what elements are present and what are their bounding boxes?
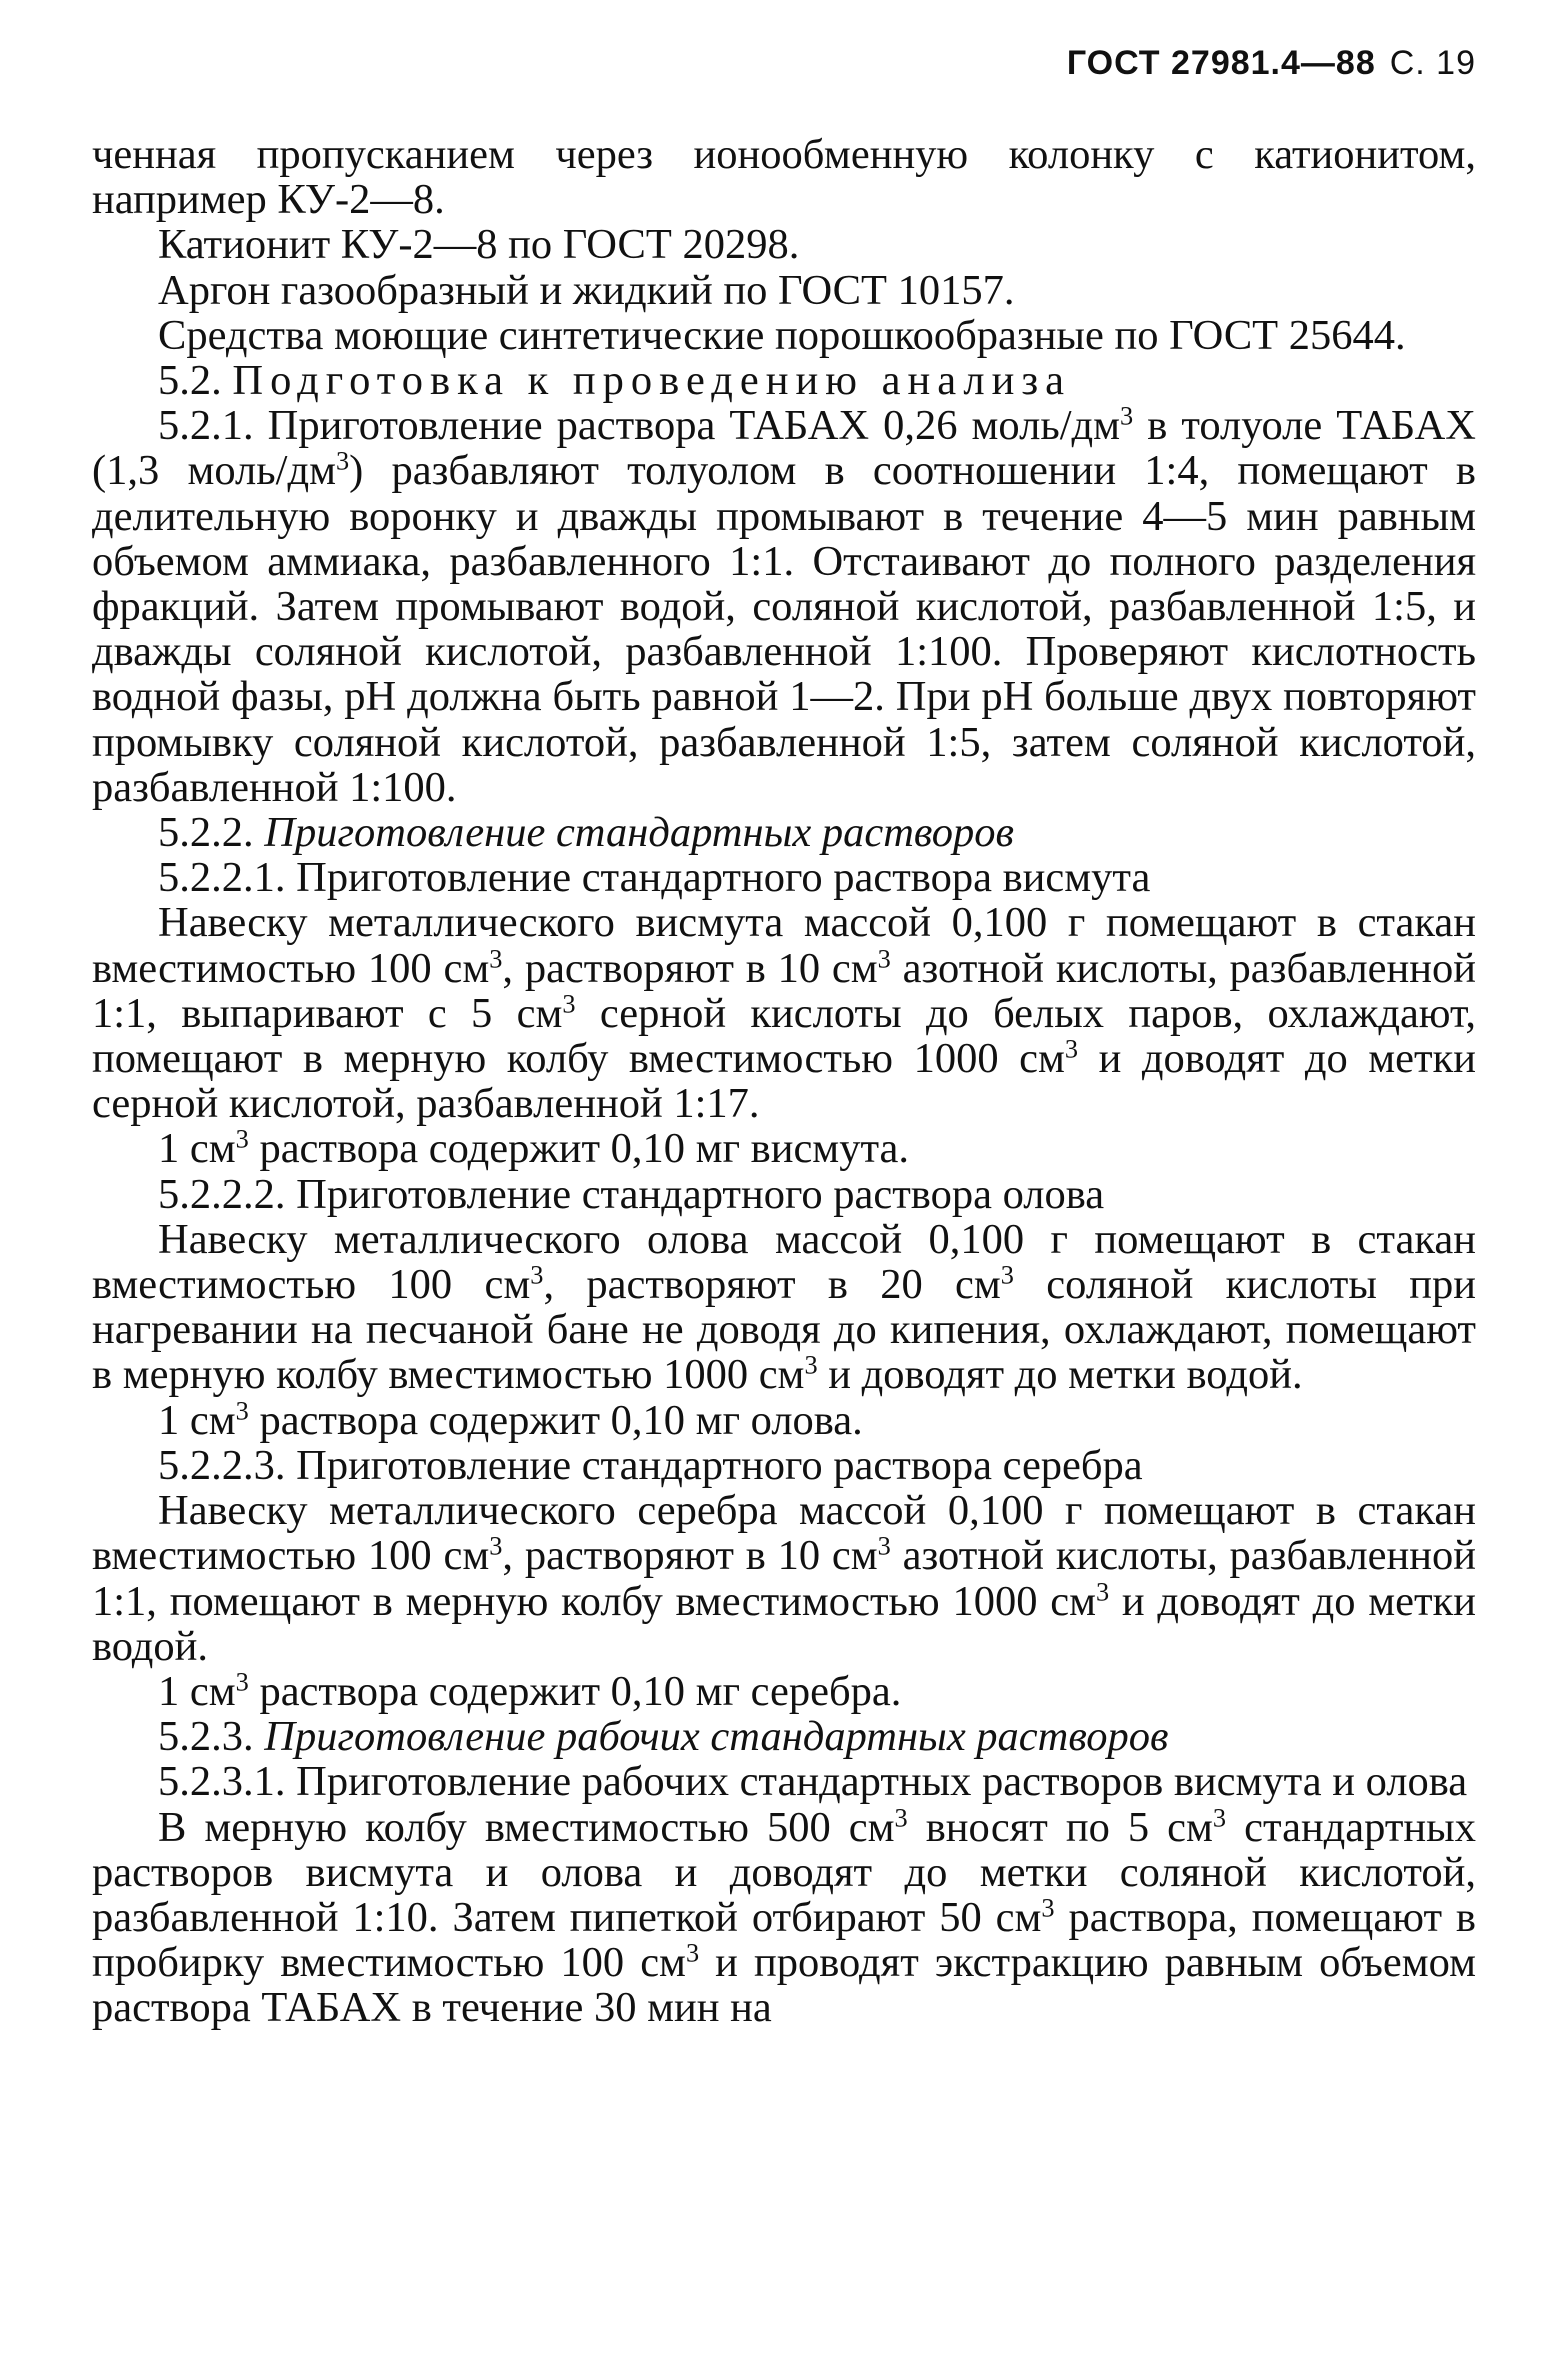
- paragraph-detergents: Средства моющие синтетические порошкообразные по ГОСТ 25644.: [158, 311, 1406, 359]
- running-header: [92, 40, 1476, 132]
- subsection-title-italic: Приготовление рабочих стандартных растворов: [264, 1713, 1169, 1761]
- item-heading-5-2-3-1: 5.2.3.1. Приготовление рабочих стандартных растворов висмута и олова: [158, 1758, 1468, 1806]
- standard-number: ГОСТ 27981.4—88: [1066, 44, 1376, 82]
- paragraph-bismuth-procedure: Навеску металлического висмута массой 0,100 г помещают в стакан вместимостью 100 $см^3$, растворяют в 10 $см^3$ азотной кислоты, разбавленной 1:1, выпаривают с 5 $см^3$ серной кислоты до белых паров, охлаждают, помещают в мерную колбу вместимостью 1000 $см^3$ и доводят до метки серной кислотой, разбавленной 1:17.: [92, 899, 1476, 1128]
- paragraph-silver-procedure: Навеску металлического серебра массой 0,100 г помещают в стакан вместимостью 100 $см^3$, растворяют в 10 $см^3$ азотной кислоты, разбавленной 1:1, помещают в мерную колбу вместимостью 1000 $см^3$ и доводят до метки водой.: [92, 1487, 1476, 1670]
- document-page: [92, 40, 1476, 2031]
- paragraph-cation-exchanger: Катионит КУ-2—8 по ГОСТ 20298.: [158, 221, 800, 269]
- section-heading-5-2: 5.2. Подготовка к проведению анализа: [158, 357, 1072, 405]
- subsection-heading-5-2-3: 5.2.3. Приготовление рабочих стандартных растворов: [158, 1713, 1169, 1761]
- item-heading-5-2-2-1: 5.2.2.1. Приготовление стандартного раствора висмута: [158, 854, 1151, 902]
- document-body: [92, 132, 1476, 2031]
- page-number: С. 19: [1389, 44, 1476, 82]
- item-heading-5-2-2-3: 5.2.2.3. Приготовление стандартного раствора серебра: [158, 1441, 1143, 1489]
- paragraph-working-solutions: В мерную колбу вместимостью 500 $см^3$ вносят по 5 $см^3$ стандартных растворов висмута и олова и доводят до метки соляной кислотой, разбавленной 1:10. Затем пипеткой отбирают 50 $см^3$ раствора, помещают в пробирку вместимостью 100 $см^3$ и проводят экстракцию равным объемом раствора ТАБАХ в течение 30 мин на: [92, 1803, 1476, 2032]
- section-title-spaced: Подготовка к проведению анализа: [232, 357, 1072, 405]
- paragraph-bismuth-concentration: 1 $см^3$ раствора содержит 0,10 мг висмута.: [158, 1124, 910, 1173]
- paragraph-continuation: ченная пропусканием через ионообменную колонку с катионитом, например КУ-2—8.: [92, 131, 1476, 224]
- paragraph-tin-procedure: Навеску металлического олова массой 0,100 г помещают в стакан вместимостью 100 $см^3$, растворяют в 20 $см^3$ соляной кислоты при нагревании на песчаной бане не доводя до кипения, охлаждают, помещают в мерную колбу вместимостью 1000 $см^3$ и доводят до метки водой.: [92, 1215, 1476, 1399]
- subsection-title-italic: Приготовление стандартных растворов: [264, 809, 1014, 857]
- paragraph-5-2-1: 5.2.1. Приготовление раствора ТАБАХ 0,26 моль/$дм^3$ в толуоле ТАБАХ (1,3 моль/$дм^3$) разбавляют толуолом в соотношении 1:4, помещают в делительную воронку и дважды промывают в течение 4—5 мин равным объемом аммиака, разбавленного 1:1. Отстаивают до полного разделения фракций. Затем промывают водой, соляной кислотой, разбавленной 1:5, и дважды соляной кислотой, разбавленной 1:100. Проверяют кислотность водной фазы, pH должна быть равной 1—2. При pH больше двух повторяют промывку соляной кислотой, разбавленной 1:5, затем соляной кислотой, разбавленной 1:100.: [92, 401, 1476, 811]
- paragraph-argon: Аргон газообразный и жидкий по ГОСТ 10157.: [158, 266, 1015, 314]
- item-heading-5-2-2-2: 5.2.2.2. Приготовление стандартного раствора олова: [158, 1170, 1105, 1218]
- paragraph-silver-concentration: 1 $см^3$ раствора содержит 0,10 мг серебра.: [158, 1667, 902, 1715]
- paragraph-tin-concentration: 1 $см^3$ раствора содержит 0,10 мг олова.: [158, 1396, 863, 1444]
- subsection-heading-5-2-2: 5.2.2. Приготовление стандартных растворов: [158, 809, 1014, 857]
